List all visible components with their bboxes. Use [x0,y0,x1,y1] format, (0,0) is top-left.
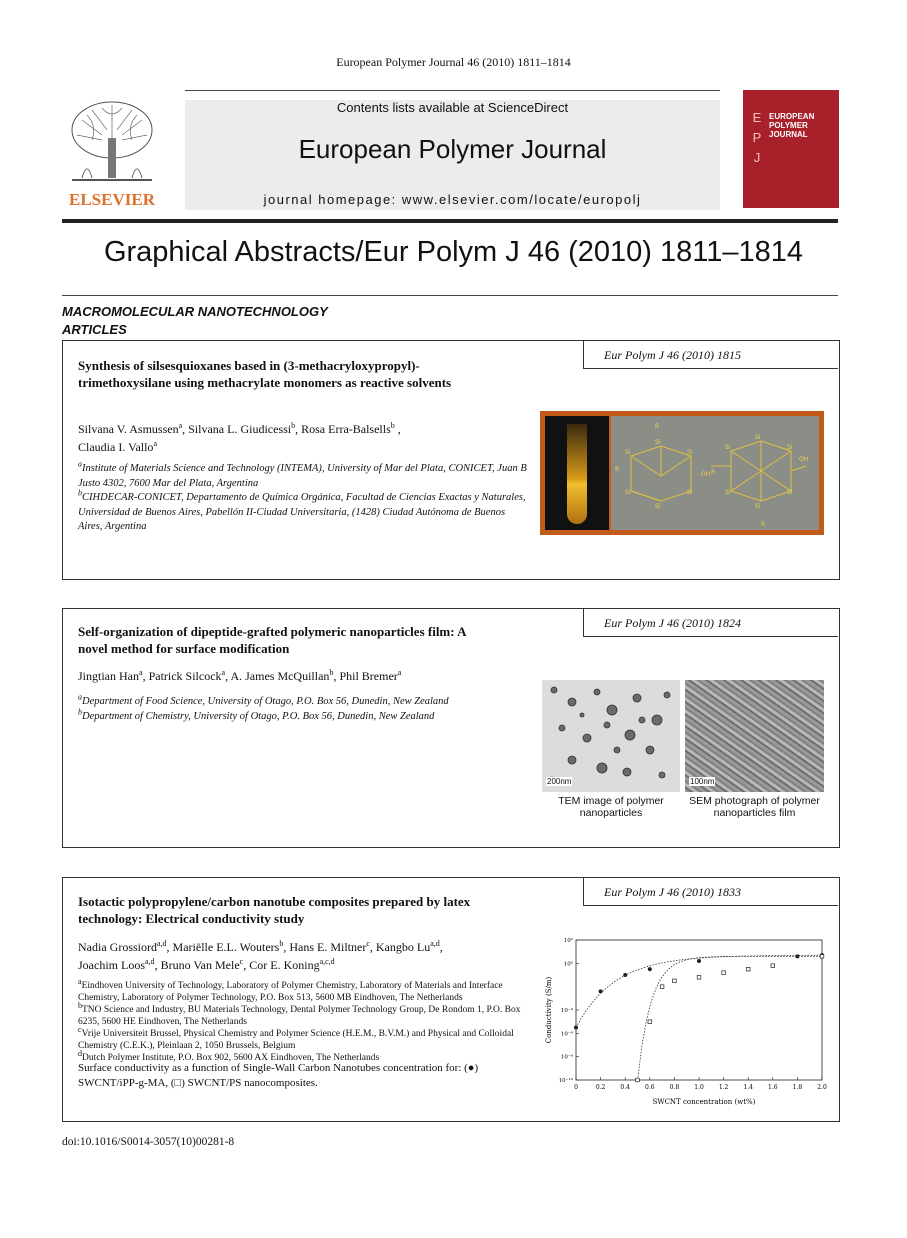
doi[interactable]: doi:10.1016/S0014-3057(10)00281-8 [62,1136,235,1148]
svg-text:OH: OH [701,471,711,478]
x-tick-label: 1.8 [792,1084,803,1091]
page-title: Graphical Abstracts/Eur Polym J 46 (2010) 1811–1814 [103,236,804,268]
abstract-1-authors: Silvana V. Asmussen$^a$, Silvana L. Giudicessi$^b$, Rosa Erra-Balsells$^b$ , Claudia I. Vallo$^a$ [78,421,401,454]
tem-image [542,680,680,792]
contents-line: Contents lists available at ScienceDirect [336,100,569,115]
svg-text:Si: Si [725,444,731,451]
series-2-point [648,1020,652,1024]
svg-text:OH: OH [799,456,809,463]
cover-letter-e: E [752,110,762,125]
series-2-point [660,985,664,989]
x-tick-label: 0.6 [645,1084,655,1091]
journal-homepage[interactable]: journal homepage: www.elsevier.com/locate/europolj [263,192,642,207]
series-2-point [820,955,824,959]
abstract-3-title[interactable]: Isotactic polypropylene/carbon nanotube composites prepared by latex technology: Electrical conductivity study [78,894,471,926]
affiliation-b: $^b$Department of Chemistry, University of Otago, P.O. Box 56, Dunedin, New Zealand [78,707,435,722]
series-2-point [746,967,750,971]
x-tick-label: 0 [574,1084,578,1091]
series-1-point [599,989,603,993]
section-line1: MACROMOLECULAR NANOTECHNOLOGY [62,304,328,319]
top-rule [185,90,720,91]
svg-text:Si: Si [725,489,731,496]
series-2-point [673,979,677,983]
series-1-point [648,967,652,971]
y-tick-label: 10⁻⁸ [560,1054,573,1061]
svg-text:Si: Si [687,449,693,456]
svg-text:Si: Si [625,489,631,496]
title-rule [62,295,838,296]
svg-text:Si: Si [755,434,761,441]
x-tick-label: 0.2 [595,1084,606,1091]
affiliation-a: $^a$Department of Food Science, University of Otago, P.O. Box 56, Dunedin, New Zealand [78,692,449,707]
svg-text:Si: Si [787,489,793,496]
silsesquioxane-structures [611,416,819,530]
series-2-point [771,964,775,968]
abstract-2-ref[interactable]: Eur Polym J 46 (2010) 1824 [583,609,838,637]
x-tick-label: 0.8 [669,1084,680,1091]
abstract-1-ref[interactable]: Eur Polym J 46 (2010) 1815 [583,341,838,369]
abstract-1-graphic [540,411,824,535]
elsevier-logo [62,100,162,210]
affiliation-d: $^d$Dutch Polymer Institute, P.O. Box 902, 5600 AX Eindhoven, The Netherlands [78,1048,380,1063]
x-tick-label: 0.4 [620,1084,630,1091]
svg-text:Si: Si [787,444,793,451]
svg-text:R: R [615,466,620,473]
sem-scale-bar: 100nm [690,777,715,786]
author-vallo: Claudia I. Vallo [78,440,154,454]
cover-title-line2: POLYMER [769,121,808,130]
vial-icon [567,424,587,524]
abstract-1-affiliations [78,459,528,535]
section-line2: ARTICLES [62,322,127,337]
affiliation-b: $^b$CIHDECAR-CONICET, Departamento de Química Orgánica, Facultad de Ciencias Exactas y Naturales, Universidad de Buenos Aires, Pabellón II-Ciudad Universitaria, (1428) Ciudad Autónoma de Buenos Aires, Argentina [78,488,526,532]
affiliation-c: $^c$Vrije Universiteit Brussel, Physical Chemistry and Polymer Science (H.E.M., B.V.M.) and Physical and Colloidal Chemistry (C.E.K.), Pleinlaan 2, 1050 Brussels, Belgium [78,1024,514,1051]
publisher-wordmark: ELSEVIER [69,190,155,209]
svg-text:R: R [655,423,660,430]
abstract-3-description: Surface conductivity as a function of Single-Wall Carbon Nanotubes concentration for: (●) SWCNT/iPP-g-MA, (□) SWCNT/PS nanocomposites. [78,1062,479,1089]
svg-text:Si: Si [755,503,761,510]
sem-image [685,680,824,792]
abstract-3-affiliations [78,976,533,1064]
svg-text:Si: Si [687,489,693,496]
x-tick-label: 1.6 [768,1084,778,1091]
x-tick-label: 2.0 [817,1084,827,1091]
cover-title [769,112,814,139]
affiliation-a: $^a$Eindhoven University of Technology, Laboratory of Polymer Chemistry, Laboratory of Materials and Interface Chemistry, Laboratory of Polymer Technology, P.O. Box 513, 5600 MB Eindhoven, The Netherlands [78,976,503,1003]
series-1-point [623,973,627,977]
series-2-fit-line [638,956,823,1080]
y-tick-label: 10⁻⁴ [560,1008,573,1014]
series-1-point [697,959,701,963]
abstract-3-ref[interactable]: Eur Polym J 46 (2010) 1833 [583,878,838,906]
abstract-1-title[interactable]: Synthesis of silsesquioxanes based in (3-methacryloxypropyl)-trimethoxysilane using methacrylate monomers as reactive solvents [78,358,452,390]
x-tick-label: 1.2 [718,1084,729,1091]
chart-ylabel: Conductivity (S/m) [545,976,553,1044]
affiliation-b: $^b$TNO Science and Industry, BU Materials Technology, Dental Polymer Technology Group, De Rondom 1, P.O. Box 6235, 5600 HE Eindhoven, The Netherlands [78,1000,521,1027]
elsevier-tree-icon [62,100,162,190]
cover-letter-p: P [752,130,762,145]
abstract-3-authors: Nadia Grossiord$^{a,d}$, Mariëlle E.L. Wouters$^b$, Hans E. Miltner$^c$, Kangbo Lu$^{a,d}$, Joachim Loos$^{a,d}$, Bruno Van Mele$^c$, Cor E. Koning$^{a,c,d}$ [78,939,443,972]
chart-xlabel: SWCNT concentration (wt%) [652,1098,756,1106]
cover-letter-j: J [753,150,761,165]
abstract-2-authors: Jingtian Han$^a$, Patrick Silcock$^a$, A. James McQuillan$^b$, Phil Bremer$^a$ [78,668,402,683]
section-label [62,303,328,339]
sem-caption: SEM photograph of polymer nanoparticles film [689,795,820,819]
cover-title-line3: JOURNAL [769,130,808,139]
x-tick-label: 1.0 [694,1084,704,1091]
affiliation-a: $^a$Institute of Materials Science and Technology (INTEMA), University of Mar del Plata, CONICET, Juan B Justo 4302, 7600 Mar del Plata, Argentina [78,459,527,489]
series-2-point [722,971,726,975]
svg-text:Si: Si [625,449,631,456]
svg-text:R: R [711,469,716,476]
svg-text:R: R [761,521,766,528]
y-tick-label: 10² [563,938,573,944]
series-2-point [697,976,701,980]
abstract-2-affiliations [78,692,538,724]
x-tick-label: 1.4 [743,1084,753,1091]
tem-scale-bar: 200nm [547,777,572,786]
author-asmussen: Silvana V. Asmussen [78,422,179,436]
series-2-point [636,1078,640,1082]
abstract-2-title[interactable]: Self-organization of dipeptide-grafted polymeric nanoparticles film: A novel method for surface modification [78,624,466,656]
y-tick-label: 10⁻¹⁰ [558,1078,573,1084]
cover-letters [749,108,765,168]
series-1-fit-line [576,955,822,1027]
molecule-diagram-icon [611,416,819,530]
tem-caption: TEM image of polymer nanoparticles [558,795,664,819]
svg-text:Si: Si [655,503,661,510]
tem-particles-icon [542,680,680,792]
vial-photo [545,416,609,530]
cover-title-line1: EUROPEAN [769,112,815,121]
y-tick-label: 10⁻⁶ [560,1031,573,1038]
series-1-point [574,1026,578,1030]
journal-cover [743,90,839,208]
running-head: European Polymer Journal 46 (2010) 1811–1814 [336,55,571,69]
series-1-point [795,954,799,958]
conductivity-chart [540,930,832,1108]
masthead-rule [62,219,838,223]
svg-text:Si: Si [655,439,661,446]
y-tick-label: 10⁰ [563,961,573,968]
journal-name: European Polymer Journal [298,134,607,164]
